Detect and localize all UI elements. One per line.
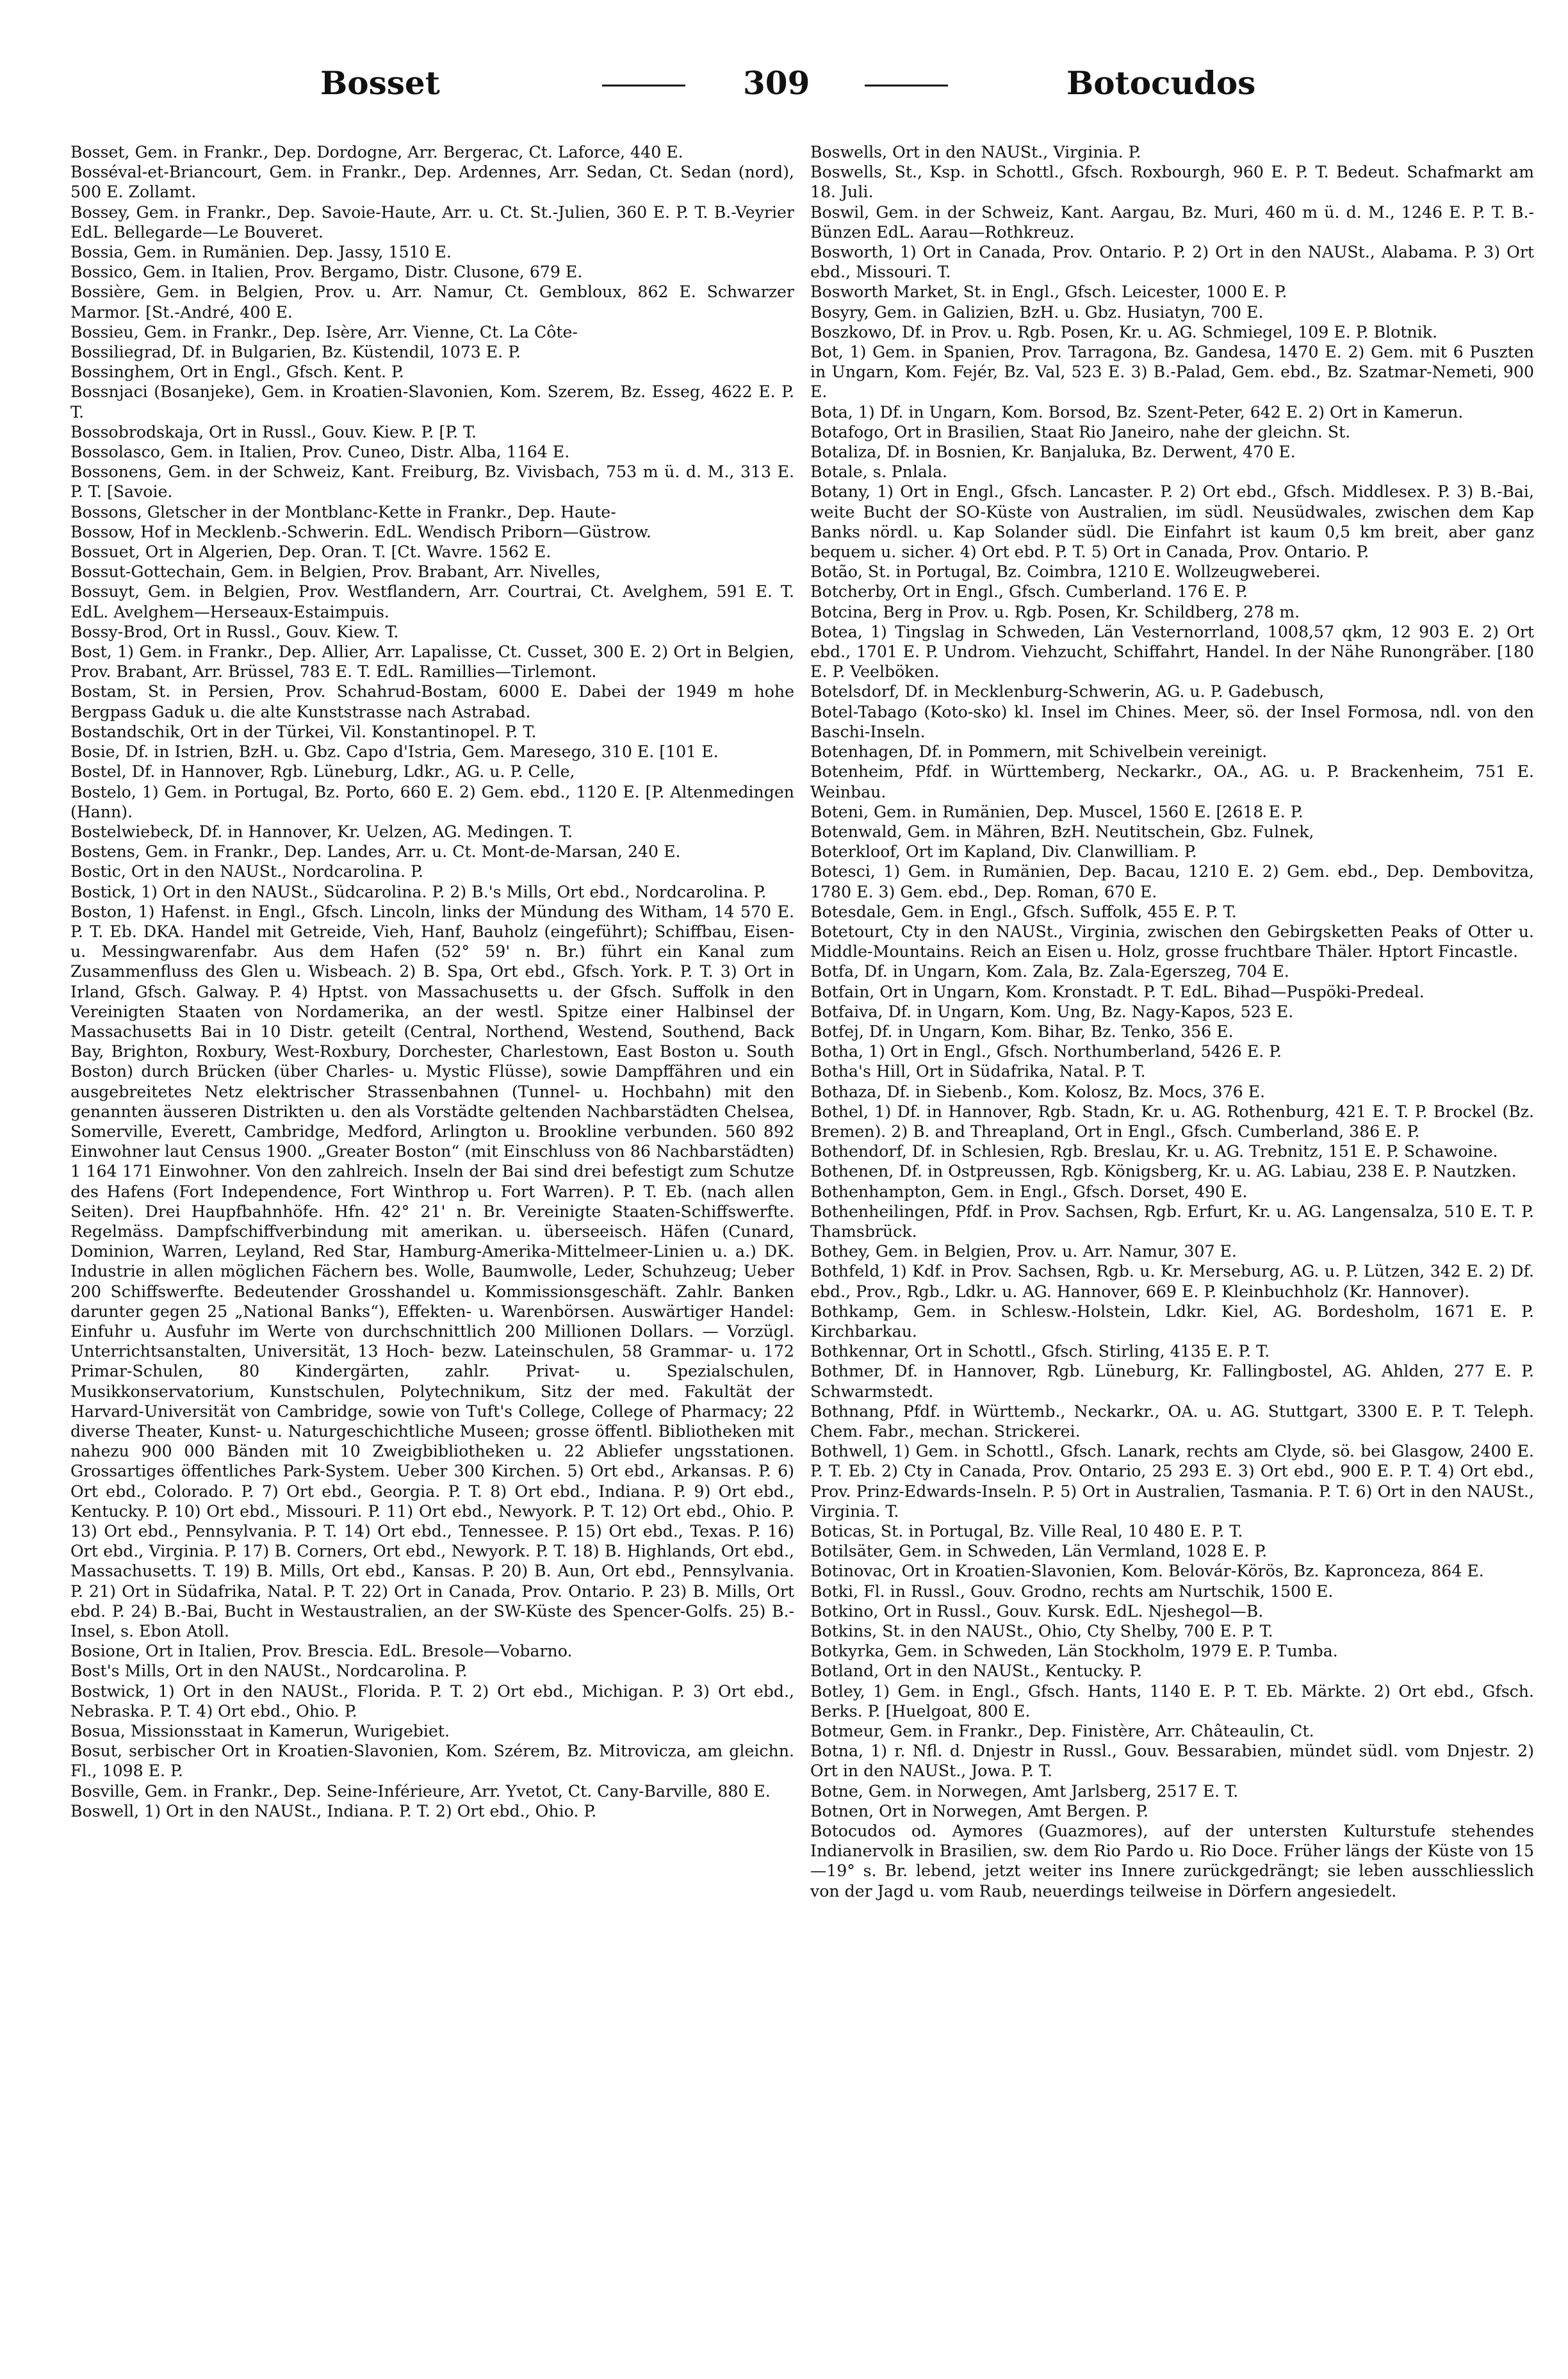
dictionary-entry: Bostwick, 1) Ort in den NAUSt., Florida. P. T. 2) Ort ebd., Michigan. P. 3) Ort ebd., Nebraska. P. T. 4) Ort ebd., Ohio. P. bbox=[70, 1681, 794, 1721]
dictionary-entry: Bossuyt, Gem. in Belgien, Prov. Westflandern, Arr. Courtrai, Ct. Avelghem, 591 E. T. EdL. Avelghem—Herseaux-Estaimpuis. bbox=[70, 582, 794, 621]
dictionary-entry: Botilsäter, Gem. in Schweden, Län Vermland, 1028 E. P. bbox=[810, 1542, 1268, 1561]
dictionary-entry: Boszkowo, Df. in Prov. u. Rgb. Posen, Kr. u. AG. Schmiegel, 109 E. P. Blotnik. bbox=[810, 322, 1437, 341]
dictionary-entry: Botenhagen, Df. in Pommern, mit Schivelbein vereinigt. bbox=[810, 742, 1268, 762]
dictionary-entry: Boswil, Gem. in der Schweiz, Kant. Aargau, Bz. Muri, 460 m ü. d. M., 1246 E. P. T. B.-Bünzen EdL. Aarau—Rothkreuz. bbox=[810, 202, 1534, 241]
dictionary-entry: Botha's Hill, Ort in Südafrika, Natal. P. T. bbox=[810, 1062, 1146, 1081]
dictionary-entry: Bostam, St. in Persien, Prov. Schahrud-Bostam, 6000 E. Dabei der 1949 m hohe Bergpass Gaduk u. die alte Kunststrasse nach Astrabad. bbox=[70, 682, 794, 721]
dictionary-entry: Boswell, 1) Ort in den NAUSt., Indiana. P. T. 2) Ort ebd., Ohio. P. bbox=[70, 1801, 597, 1820]
dictionary-entry: Bothenheilingen, Pfdf. in Prov. Sachsen, Rgb. Erfurt, Kr. u. AG. Langensalza, 510 E. T. P. Thamsbrück. bbox=[810, 1202, 1534, 1241]
dictionary-entry: Bossonens, Gem. in der Schweiz, Kant. Freiburg, Bz. Vivisbach, 753 m ü. d. M., 313 E. P. T. [Savoie. bbox=[70, 462, 794, 502]
dictionary-entry: Botesci, 1) Gem. in Rumänien, Dep. Bacau, 1210 E. 2) Gem. ebd., Dep. Dembovitza, 1780 E. 3) Gem. ebd., Dep. Roman, 670 E. bbox=[810, 862, 1534, 901]
header-dash-left bbox=[602, 85, 685, 86]
dictionary-entry: Bossolasco, Gem. in Italien, Prov. Cuneo, Distr. Alba, 1164 E. bbox=[70, 443, 570, 462]
dictionary-entry: Bosset, Gem. in Frankr., Dep. Dordogne, Arr. Bergerac, Ct. Laforce, 440 E. bbox=[70, 143, 683, 161]
dictionary-entry: Botfa, Df. in Ungarn, Kom. Zala, Bz. Zala-Egerszeg, 704 E. bbox=[810, 962, 1289, 981]
dictionary-entry: Bothel, 1) Df. in Hannover, Rgb. Stadn, Kr. u. AG. Rothenburg, 421 E. T. P. Brockel (Bz. Bremen). 2) B. and Threapland, Ort in Engl., Gfsch. Cumberland, 386 E. P. bbox=[810, 1102, 1534, 1141]
dictionary-entry: Bothkennar, Ort in Schottl., Gfsch. Stirling, 4135 E. P. T. bbox=[810, 1342, 1270, 1361]
dictionary-entry: Bothenhampton, Gem. in Engl., Gfsch. Dorset, 490 E. bbox=[810, 1182, 1248, 1201]
dictionary-entry: Bothwell, 1) Gem. in Schottl., Gfsch. Lanark, rechts am Clyde, sö. bei Glasgow, 2400 E. P. T. Eb. 2) Cty in Canada, Prov. Ontario, 25 293 E. 3) Ort ebd., 900 E. P. T. 4) Ort ebd., Prov. Prinz-Edwards-Inseln. P. 5) Ort in Australien, Tasmania. P. T. 6) Ort in den NAUSt., Virginia. T. bbox=[810, 1442, 1534, 1521]
dictionary-entry: Boswells, Ort in den NAUSt., Virginia. P. bbox=[810, 143, 1141, 161]
dictionary-entry: Bothnang, Pfdf. in Württemb., Neckarkr., OA. u. AG. Stuttgart, 3300 E. P. T. Teleph. Chem. Fabr., mechan. Strickerei. bbox=[810, 1402, 1534, 1441]
dictionary-entry: Botale, s. Pnlala. bbox=[810, 462, 948, 482]
dictionary-entry: Bossinghem, Ort in Engl., Gfsch. Kent. P. bbox=[70, 363, 404, 382]
dictionary-entry: Bossons, Gletscher in der Montblanc-Kette in Frankr., Dep. Haute- bbox=[70, 502, 616, 521]
dictionary-entry: Bothenen, Df. in Ostpreussen, Rgb. Königsberg, Kr. u. AG. Labiau, 238 E. P. Nautzken. bbox=[810, 1162, 1517, 1181]
dictionary-entry: Bossow, Hof in Mecklenb.-Schwerin. EdL. Wendisch Priborn—Güstrow. bbox=[70, 522, 651, 541]
dictionary-entry: Bossy-Brod, Ort in Russl., Gouv. Kiew. T. bbox=[70, 622, 399, 641]
dictionary-entry: Botna, 1) r. Nfl. d. Dnjestr in Russl., Gouv. Bessarabien, mündet südl. vom Dnjestr. 2) Ort in den NAUSt., Jowa. P. T. bbox=[810, 1742, 1534, 1781]
header-dash-right bbox=[865, 85, 948, 86]
dictionary-entry: Botkyrka, Gem. in Schweden, Län Stockholm, 1979 E. P. Tumba. bbox=[810, 1642, 1338, 1661]
dictionary-entry: Botetourt, Cty in den NAUSt., Virginia, zwischen den Gebirgsketten Peaks of Otter u. Middle-Mountains. Reich an Eisen u. Holz, grosse fruchtbare Thäler. Hptort Fincastle. bbox=[810, 922, 1534, 961]
dictionary-entry: Botelsdorf, Df. in Mecklenburg-Schwerin, AG. u. P. Gadebusch, bbox=[810, 682, 1325, 701]
dictionary-entry: Bossière, Gem. in Belgien, Prov. u. Arr. Namur, Ct. Gembloux, 862 E. Schwarzer Marmor. [St.-André, 400 E. bbox=[70, 282, 794, 322]
dictionary-entry: Botha, 1) Ort in Engl., Gfsch. Northumberland, 5426 E. P. bbox=[810, 1042, 1282, 1061]
dictionary-entry: Bosyry, Gem. in Galizien, BzH. u. Gbz. Husiatyn, 700 E. bbox=[810, 302, 1264, 322]
dictionary-entry: Bostic, Ort in den NAUSt., Nordcarolina. P. bbox=[70, 862, 424, 881]
left-column bbox=[70, 142, 794, 2365]
dictionary-entry: Bostelwiebeck, Df. in Hannover, Kr. Uelzen, AG. Medingen. T. bbox=[70, 822, 573, 841]
dictionary-entry: Bossiliegrad, Df. in Bulgarien, Bz. Küstendil, 1073 E. P. bbox=[70, 343, 521, 362]
dictionary-entry: Botmeur, Gem. in Frankr., Dep. Finistère, Arr. Châteaulin, Ct. bbox=[810, 1722, 1314, 1741]
dictionary-entry: Boston, 1) Hafenst. in Engl., Gfsch. Lincoln, links der Mündung des Witham, 14 570 E. P. T. Eb. DKA. Handel mit Getreide, Vieh, Hanf, Bauholz (eingeführt); Schiffbau, Eisen- u. Messingwarenfabr. Aus dem Hafen (52° 59' n. Br.) führt ein Kanal zum Zusammenfluss des Glen u. Wisbeach. 2) B. Spa, Ort ebd., Gfsch. York. P. T. 3) Ort in Irland, Gfsch. Galway. P. 4) Hptst. von Massachusetts u. der Gfsch. Suffolk in den Vereinigten Staaten von Nordamerika, an der westl. Spitze einer Halbinsel der Massachusetts Bai in 10 Distr. geteilt (Central, Northend, Westend, Southend, Back Bay, Brighton, Roxbury, West-Roxbury, Dorchester, Charlestown, East Boston u. South Boston) durch Brücken (über Charles- u. Mystic Flüsse), sowie Dampffähren und ein ausgebreitetes Netz elektrischer Strassenbahnen (Tunnel- u. Hochbahn) mit den genannten äusseren Distrikten u. den als Vorstädte geltenden Nachbarstädten Chelsea, Somerville, Everett, Cambridge, Medford, Arlington u. Brookline verbunden. 560 892 Einwohner laut Census 1900. „Greater Boston“ (mit Einschluss von 86 Nachbarstädten) 1 164 171 Einwohner. Von den zahlreich. Inseln der Bai sind drei befestigt zum Schutze des Hafens (Fort Independence, Fort Winthrop u. Fort Warren). P. T. Eb. (nach allen Seiten). Drei Haupfbahnhöfe. Hfn. 42° 21' n. Br. Vereinigte Staaten-Schiffswerfte. Regelmäss. Dampfschiffverbindung mit amerikan. u. überseeisch. Häfen (Cunard, Dominion, Warren, Leyland, Red Star, Hamburg-Amerika-Mittelmeer-Linien u. a.) DK. Industrie in allen möglichen Fächern bes. Wolle, Baumwolle, Leder, Schuhzeug; Ueber 200 Schiffswerfte. Bedeutender Grosshandel u. Kommissionsgeschäft. Zahlr. Banken darunter gegen 25 „National Banks“), Effekten- u. Warenbörsen. Auswärtiger Handel: Einfuhr u. Ausfuhr im Werte von durchschnittlich 200 Millionen Dollars. — Vorzügl. Unterrichtsanstalten, Universität, 13 Hoch- bezw. Lateinschulen, 58 Grammar- u. 172 Primar-Schulen, 80 Kindergärten, zahlr. Privat- u. Spezialschulen, Musikkonservatorium, Kunstschulen, Polytechnikum, Sitz der med. Fakultät der Harvard-Universität von Cambridge, sowie von Tuft's College, College of Pharmacy; 22 diverse Theater, Kunst- u. Naturgeschichtliche Museen; grosse öffentl. Bibliotheken mit nahezu 900 000 Bänden mit 10 Zweigbibliotheken u. 22 Abliefer ungsstationen. Grossartiges öffentliches Park-System. Ueber 300 Kirchen. 5) Ort ebd., Arkansas. P. 6) Ort ebd., Colorado. P. 7) Ort ebd., Georgia. P. T. 8) Ort ebd., Indiana. P. 9) Ort ebd., Kentucky. P. 10) Ort ebd., Missouri. P. 11) Ort ebd., Newyork. P. T. 12) Ort ebd., Ohio. P. 13) Ort ebd., Pennsylvania. P. T. 14) Ort ebd., Tennessee. P. 15) Ort ebd., Texas. P. 16) Ort ebd., Virginia. P. 17) B. Corners, Ort ebd., Newyork. P. T. 18) B. Highlands, Ort ebd., Massachusetts. T. 19) B. Mills, Ort ebd., Kansas. P. 20) B. Aun, Ort ebd., Pennsylvania. P. 21) Ort in Südafrika, Natal. P. T. 22) Ort in Canada, Prov. Ontario. P. 23) B. Mills, Ort ebd. P. 24) B.-Bai, Bucht in Westaustralien, an der SW-Küste des Spencer-Golfs. 25) B.-Insel, s. Ebon Atoll. bbox=[70, 902, 794, 1641]
dictionary-entry: Bostelo, 1) Gem. in Portugal, Bz. Porto, 660 E. 2) Gem. ebd., 1120 E. [P. Altenmedingen (Hann). bbox=[70, 782, 794, 821]
dictionary-entry: Botesdale, Gem. in Engl., Gfsch. Suffolk, 455 E. P. T. bbox=[810, 902, 1237, 921]
dictionary-entry: Botcina, Berg in Prov. u. Rgb. Posen, Kr. Schildberg, 278 m. bbox=[810, 602, 1300, 621]
dictionary-entry: Bossey, Gem. in Frankr., Dep. Savoie-Haute, Arr. u. Ct. St.-Julien, 360 E. P. T. B.-Veyrier EdL. Bellegarde—Le Bouveret. bbox=[70, 202, 794, 241]
dictionary-entry: Bothfeld, 1) Kdf. in Prov. Sachsen, Rgb. u. Kr. Merseburg, AG. u. P. Lützen, 342 E. 2) Df. ebd., Prov., Rgb., Ldkr. u. AG. Hannover, 669 E. P. Kleinbuchholz (Kr. Hannover). bbox=[810, 1262, 1534, 1301]
dictionary-entry: Botkino, Ort in Russl., Gouv. Kursk. EdL. Njeshegol—B. bbox=[810, 1601, 1264, 1621]
dictionary-entry: Bossnjaci (Bosanjeke), Gem. in Kroatien-Slavonien, Kom. Szerem, Bz. Esseg, 4622 E. P. T. bbox=[70, 382, 794, 421]
dictionary-entry: Bostick, 1) Ort in den NAUSt., Südcarolina. P. 2) B.'s Mills, Ort ebd., Nordcarolina. P. bbox=[70, 882, 767, 901]
dictionary-entry: Boterkloof, Ort im Kapland, Div. Clanwilliam. P. bbox=[810, 842, 1197, 862]
dictionary-entry: Bostens, Gem. in Frankr., Dep. Landes, Arr. u. Ct. Mont-de-Marsan, 240 E. bbox=[70, 842, 681, 862]
dictionary-entry: Botocudos od. Aymores (Guazmores), auf der untersten Kulturstufe stehendes Indianervolk in Brasilien, sw. dem Rio Pardo u. Rio Doce. Früher längs der Küste von 15—19° s. Br. lebend, jetzt weiter ins Innere zurückgedrängt; sie leben ausschliesslich von der Jagd u. vom Raub, neuerdings teilweise in Dörfern angesiedelt. bbox=[810, 1822, 1534, 1901]
dictionary-entry: Botafogo, Ort in Brasilien, Staat Rio Janeiro, nahe der gleichn. St. bbox=[810, 422, 1351, 441]
dictionary-entry: Bosséval-et-Briancourt, Gem. in Frankr., Dep. Ardennes, Arr. Sedan, Ct. Sedan (nord), 500 E. Zollamt. bbox=[70, 163, 794, 202]
dictionary-entry: Bossieu, Gem. in Frankr., Dep. Isère, Arr. Vienne, Ct. La Côte- bbox=[70, 322, 578, 341]
dictionary-entry: Botcherby, Ort in Engl., Gfsch. Cumberland. 176 E. P. bbox=[810, 582, 1248, 601]
page-header bbox=[38, 64, 1530, 115]
dictionary-entry: Botinovac, Ort in Kroatien-Slavonien, Kom. Belovár-Körös, Bz. Kapronceza, 864 E. bbox=[810, 1562, 1484, 1581]
dictionary-entry: Bosville, Gem. in Frankr., Dep. Seine-Inférieure, Arr. Yvetot, Ct. Cany-Barville, 880 E. bbox=[70, 1781, 771, 1801]
dictionary-entry: Botel-Tabago (Koto-sko) kl. Insel im Chines. Meer, sö. der Insel Formosa, ndl. von den Baschi-Inseln. bbox=[810, 702, 1534, 741]
dictionary-entry: Botenwald, Gem. in Mähren, BzH. Neutitschein, Gbz. Fulnek, bbox=[810, 822, 1314, 841]
dictionary-entry: Bosione, Ort in Italien, Prov. Brescia. EdL. Bresole—Vobarno. bbox=[70, 1642, 573, 1661]
dictionary-entry: Boswells, St., Ksp. in Schottl., Gfsch. Roxbourgh, 960 E. P. T. Bedeut. Schafmarkt am 18. Juli. bbox=[810, 163, 1534, 202]
dictionary-entry: Bosie, Df. in Istrien, BzH. u. Gbz. Capo d'Istria, Gem. Maresego, 310 E. [101 E. bbox=[70, 742, 719, 762]
dictionary-entry: Bot, 1) Gem. in Spanien, Prov. Tarragona, Bz. Gandesa, 1470 E. 2) Gem. mit 6 Puszten in Ungarn, Kom. Fejér, Bz. Val, 523 E. 3) B.-Palad, Gem. ebd., Bz. Szatmar-Nemeti, 900 E. bbox=[810, 343, 1534, 402]
dictionary-entry: Boteni, Gem. in Rumänien, Dep. Muscel, 1560 E. [2618 E. P. bbox=[810, 802, 1303, 821]
dictionary-entry: Bosworth, 1) Ort in Canada, Prov. Ontario. P. 2) Ort in den NAUSt., Alabama. P. 3) Ort ebd., Missouri. T. bbox=[810, 243, 1534, 282]
dictionary-entry: Botnen, Ort in Norwegen, Amt Bergen. P. bbox=[810, 1801, 1149, 1820]
dictionary-entry: Botfain, Ort in Ungarn, Kom. Kronstadt. P. T. EdL. Bihad—Puspöki-Predeal. bbox=[810, 982, 1425, 1001]
page-number: 309 bbox=[743, 64, 810, 102]
dictionary-entry: Botaliza, Df. in Bosnien, Kr. Banjaluka, Bz. Derwent, 470 E. bbox=[810, 443, 1296, 462]
dictionary-entry: Botenheim, Pfdf. in Württemberg, Neckarkr., OA., AG. u. P. Brackenheim, 751 E. Weinbau. bbox=[810, 762, 1534, 801]
dictionary-entry: Botley, 1) Gem. in Engl., Gfsch. Hants, 1140 E. P. T. Eb. Märkte. 2) Ort ebd., Gfsch. Berks. P. [Huelgoat, 800 E. bbox=[810, 1681, 1534, 1721]
dictionary-entry: Botki, Fl. in Russl., Gouv. Grodno, rechts am Nurtschik, 1500 E. bbox=[810, 1582, 1334, 1601]
dictionary-entry: Botne, Gem. in Norwegen, Amt Jarlsberg, 2517 E. T. bbox=[810, 1781, 1239, 1801]
dictionary-entry: Bothendorf, Df. in Schlesien, Rgb. Breslau, Kr. u. AG. Trebnitz, 151 E. P. Schawoine. bbox=[810, 1142, 1498, 1161]
header-first-entry: Bosset bbox=[320, 64, 440, 102]
dictionary-entry: Bossut-Gottechain, Gem. in Belgien, Prov. Brabant, Arr. Nivelles, bbox=[70, 562, 601, 582]
dictionary-entry: Bost, 1) Gem. in Frankr., Dep. Allier, Arr. Lapalisse, Ct. Cusset, 300 E. 2) Ort in Belgien, Prov. Brabant, Arr. Brüssel, 783 E. T. EdL. Ramillies—Tirlemont. bbox=[70, 642, 794, 682]
right-column bbox=[810, 142, 1534, 2365]
dictionary-entry: Botea, 1) Tingslag in Schweden, Län Vesternorrland, 1008,57 qkm, 12 903 E. 2) Ort ebd., 1701 E. P. Undrom. Viehzucht, Schiffahrt, Handel. In der Nähe Runongräber. [180 E. P. Veelböken. bbox=[810, 622, 1534, 682]
dictionary-entry: Botany, 1) Ort in Engl., Gfsch. Lancaster. P. 2) Ort ebd., Gfsch. Middlesex. P. 3) B.-Bai, weite Bucht der SO-Küste von Australien, im südl. Neusüdwales, zwischen dem Kap Banks nördl. u. Kap Solander südl. Die Einfahrt ist kaum 0,5 km breit, aber ganz bequem u. sicher. 4) Ort ebd. P. T. 5) Ort in Canada, Prov. Ontario. P. bbox=[810, 482, 1534, 562]
dictionary-entry: Bosut, serbischer Ort in Kroatien-Slavonien, Kom. Szérem, Bz. Mitrovicza, am gleichn. Fl., 1098 E. P. bbox=[70, 1742, 794, 1781]
dictionary-entry: Boticas, St. in Portugal, Bz. Ville Real, 10 480 E. P. T. bbox=[810, 1522, 1243, 1541]
dictionary-entry: Bost's Mills, Ort in den NAUSt., Nordcarolina. P. bbox=[70, 1662, 468, 1681]
dictionary-entry: Bosworth Market, St. in Engl., Gfsch. Leicester, 1000 E. P. bbox=[810, 282, 1287, 302]
dictionary-entry: Bothkamp, Gem. in Schlesw.-Holstein, Ldkr. Kiel, AG. Bordesholm, 1671 E. P. Kirchbarkau. bbox=[810, 1302, 1534, 1341]
dictionary-entry: Bossuet, Ort in Algerien, Dep. Oran. T. [Ct. Wavre. 1562 E. bbox=[70, 543, 551, 562]
dictionary-entry: Bothaza, Df. in Siebenb., Kom. Kolosz, Bz. Mocs, 376 E. bbox=[810, 1082, 1266, 1101]
dictionary-entry: Bothmer, Df. in Hannover, Rgb. Lüneburg, Kr. Fallingbostel, AG. Ahlden, 277 E. P. Schwarmstedt. bbox=[810, 1362, 1534, 1401]
dictionary-entry: Bossobrodskaja, Ort in Russl., Gouv. Kiew. P. [P. T. bbox=[70, 422, 477, 441]
dictionary-entry: Botfaiva, Df. in Ungarn, Kom. Ung, Bz. Nagy-Kapos, 523 E. bbox=[810, 1002, 1294, 1021]
dictionary-entry: Bostel, Df. in Hannover, Rgb. Lüneburg, Ldkr., AG. u. P. Celle, bbox=[70, 762, 575, 781]
dictionary-entry: Botão, St. in Portugal, Bz. Coimbra, 1210 E. Wollzeugweberei. bbox=[810, 562, 1321, 582]
dictionary-entry: Botkins, St. in den NAUSt., Ohio, Cty Shelby, 700 E. P. T. bbox=[810, 1622, 1273, 1641]
dictionary-entry: Bothey, Gem. in Belgien, Prov. u. Arr. Namur, 307 E. bbox=[810, 1242, 1237, 1261]
dictionary-entry: Bossia, Gem. in Rumänien. Dep. Jassy, 1510 E. bbox=[70, 243, 452, 262]
dictionary-entry: Botfej, Df. in Ungarn, Kom. Bihar, Bz. Tenko, 356 E. bbox=[810, 1022, 1234, 1041]
header-last-entry: Botocudos bbox=[1066, 64, 1256, 102]
dictionary-entry: Bosua, Missionsstaat in Kamerun, Wurigebiet. bbox=[70, 1722, 450, 1741]
dictionary-entry: Bossico, Gem. in Italien, Prov. Bergamo, Distr. Clusone, 679 E. bbox=[70, 263, 583, 282]
dictionary-entry: Bostandschik, Ort in der Türkei, Vil. Konstantinopel. P. T. bbox=[70, 722, 537, 741]
dictionary-entry: Botland, Ort in den NAUSt., Kentucky. P. bbox=[810, 1662, 1143, 1681]
dictionary-entry: Bota, 1) Df. in Ungarn, Kom. Borsod, Bz. Szent-Peter, 642 E. 2) Ort in Kamerun. bbox=[810, 402, 1464, 421]
